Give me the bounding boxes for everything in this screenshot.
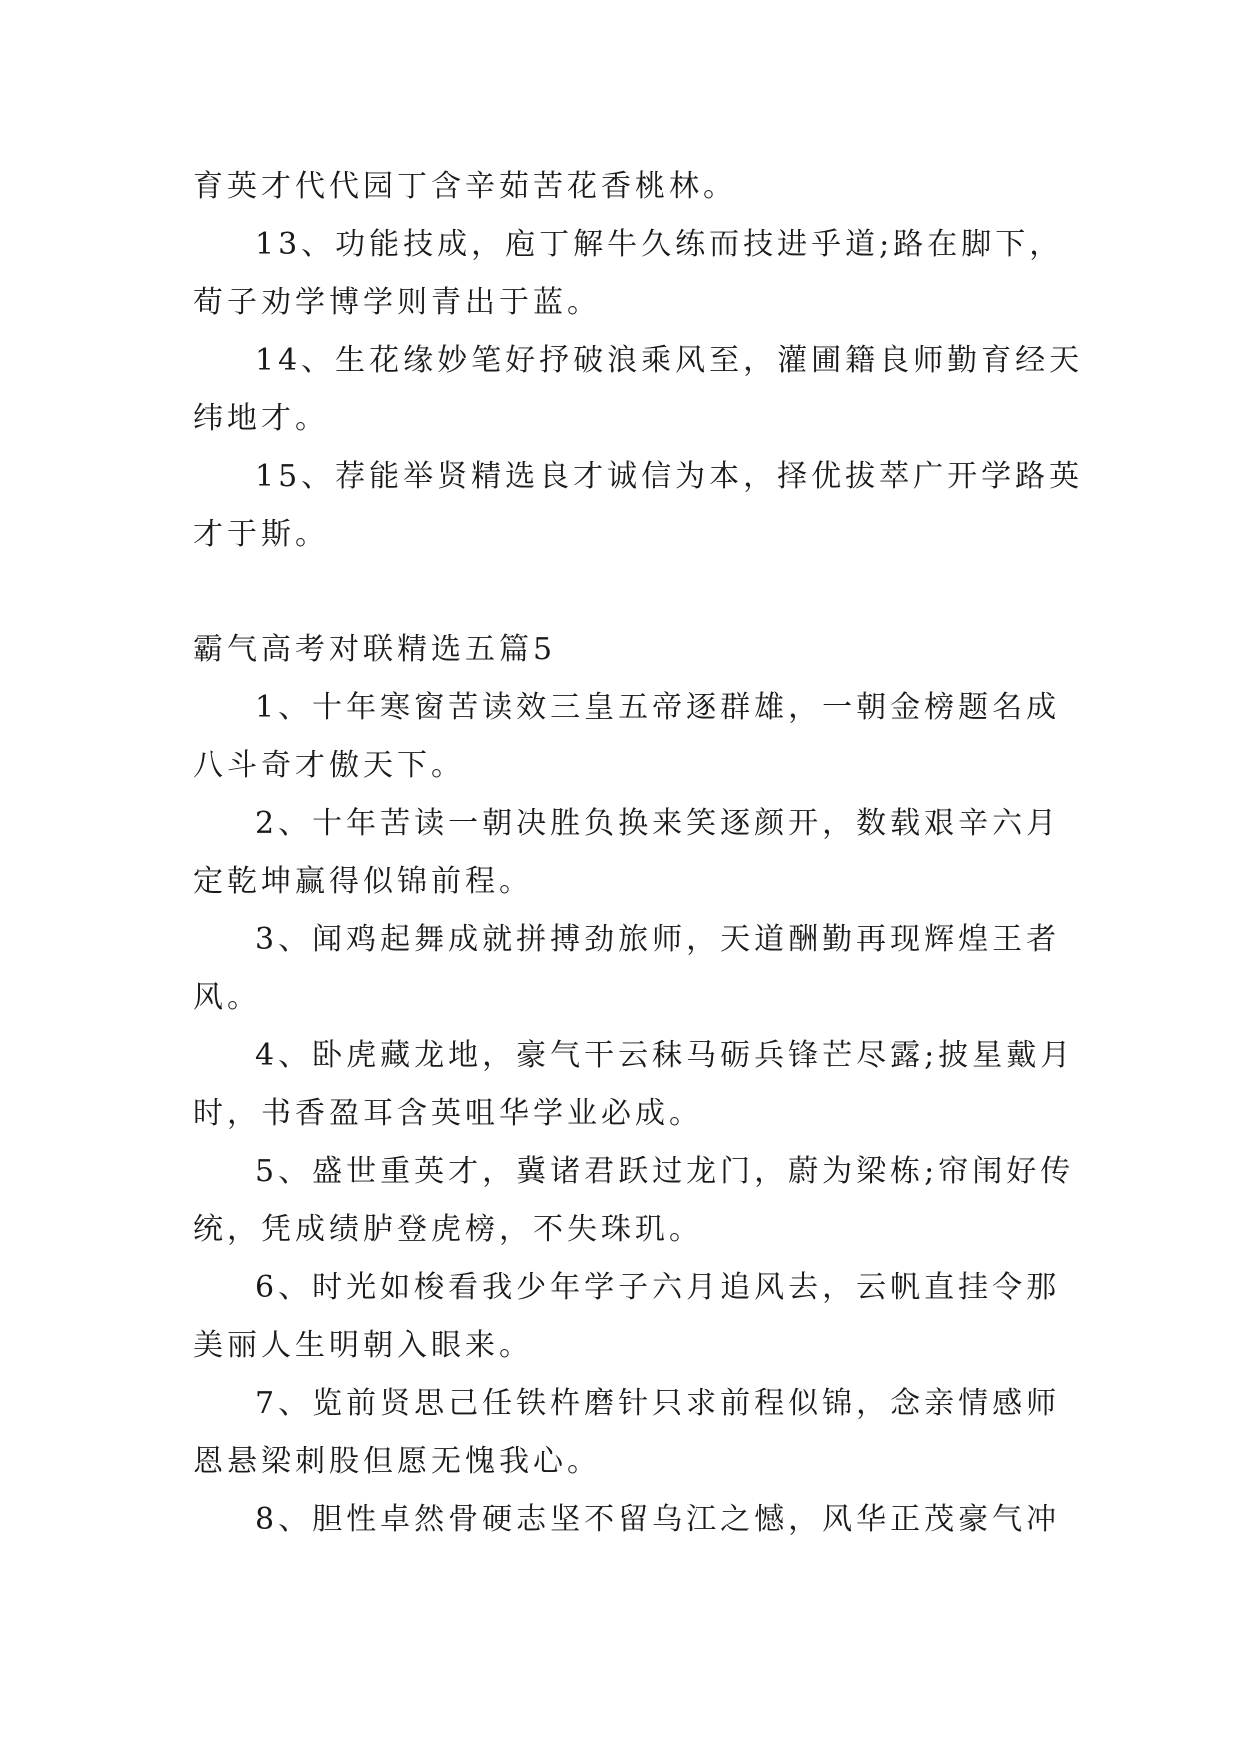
paragraph-line: 风。 [193, 980, 261, 1015]
paragraph-line: 8、胆性卓然骨硬志坚不留乌江之憾，风华正茂豪气冲 [255, 1502, 1061, 1537]
paragraph-line: 定乾坤赢得似锦前程。 [193, 864, 533, 899]
paragraph-line: 15、荐能举贤精选良才诚信为本，择优拔萃广开学路英 [255, 459, 1084, 494]
paragraph-line: 2、十年苦读一朝决胜负换来笑逐颜开，数载艰辛六月 [255, 806, 1061, 841]
paragraph-line: 14、生花缘妙笔好抒破浪乘风至，灌圃籍良师勤育经天 [255, 343, 1084, 378]
section-a [193, 158, 1084, 564]
paragraph-line: 美丽人生明朝入眼来。 [193, 1328, 533, 1363]
paragraph-line: 统，凭成绩胪登虎榜，不失珠玑。 [193, 1212, 703, 1247]
paragraph-line: 1、十年寒窗苦读效三皇五帝逐群雄，一朝金榜题名成 [255, 690, 1061, 725]
paragraph-line: 4、卧虎藏龙地，豪气干云秣马砺兵锋芒尽露;披星戴月 [255, 1038, 1075, 1073]
paragraph-line: 5、盛世重英才，冀诸君跃过龙门，蔚为梁栋;帘闱好传 [255, 1154, 1075, 1189]
paragraph-line: 7、览前贤思己任铁杵磨针只求前程似锦，念亲情感师 [255, 1386, 1061, 1421]
section-b [193, 679, 1075, 1549]
paragraph-line: 3、闻鸡起舞成就拼搏劲旅师，天道酬勤再现辉煌王者 [255, 922, 1061, 957]
paragraph-line: 时，书香盈耳含英咀华学业必成。 [193, 1096, 703, 1131]
paragraph-line: 育英才代代园丁含辛茹苦花香桃林。 [193, 169, 737, 204]
paragraph-line: 13、功能技成，庖丁解牛久练而技进乎道;路在脚下， [255, 227, 1064, 262]
paragraph-line: 6、时光如梭看我少年学子六月追风去，云帆直挂令那 [255, 1270, 1061, 1305]
section-heading: 霸气高考对联精选五篇5 [193, 632, 557, 667]
paragraph-line: 纬地才。 [193, 401, 329, 436]
paragraph-line: 荀子劝学博学则青出于蓝。 [193, 285, 601, 320]
document-page [193, 158, 1084, 1549]
paragraph-line: 才于斯。 [193, 517, 329, 552]
paragraph-line: 八斗奇才傲天下。 [193, 748, 465, 783]
paragraph-line: 恩悬梁刺股但愿无愧我心。 [193, 1444, 601, 1479]
